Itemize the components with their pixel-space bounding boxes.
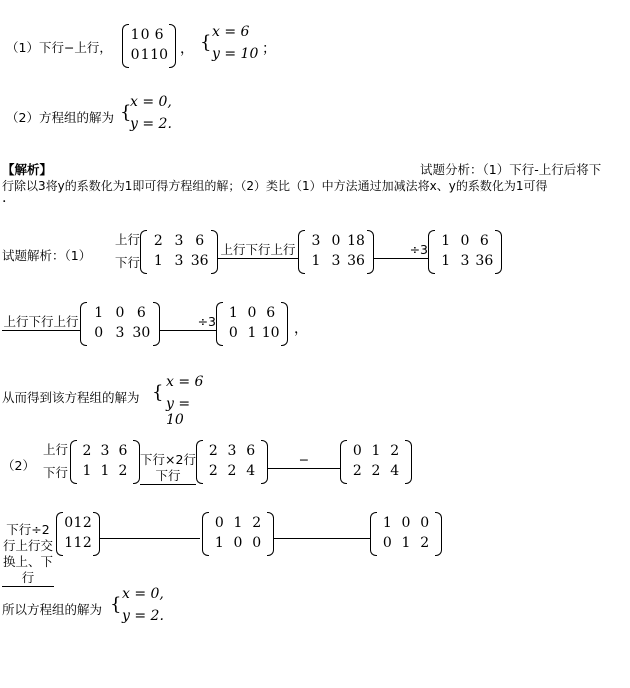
matrix-m6 (70, 440, 140, 484)
right-paren (267, 512, 274, 556)
matrix-entry: 0 (228, 325, 238, 341)
matrix-entry: 1 (401, 535, 411, 551)
part2-system (120, 92, 180, 138)
left-paren (298, 230, 305, 274)
right-paren (367, 230, 374, 274)
part2-intro: （2） (2, 458, 35, 473)
matrix-entry: 1 (73, 515, 83, 531)
matrix-entry: 6 (154, 27, 164, 43)
row-label-bottom: 下行 (114, 255, 140, 270)
matrix-entry: 1 (153, 253, 163, 269)
analysis-tag: 【解析】 (2, 162, 53, 177)
matrix-entry: 3 (100, 443, 110, 459)
matrix-entry: 36 (190, 253, 209, 269)
matrix-entry: 2 (208, 463, 218, 479)
matrix-entry: 36 (475, 253, 494, 269)
matrix-entry: 3 (174, 233, 184, 249)
matrix-entry: 3 (311, 233, 321, 249)
op-arrow-4-line (160, 330, 216, 331)
matrix-entry: 1 (94, 305, 104, 321)
brace-icon: { (120, 102, 132, 123)
op-arrow-3-line (2, 330, 80, 331)
matrix-entry: 0 (214, 515, 224, 531)
right-paren (435, 512, 442, 556)
matrix-entry: 2 (252, 515, 262, 531)
op-arrow-4-label: ÷3 (197, 314, 216, 329)
left-paren (202, 512, 209, 556)
left-paren (122, 24, 129, 68)
brace-icon: { (152, 382, 164, 403)
matrix-entry: 2 (352, 463, 362, 479)
matrix-entry: 6 (136, 305, 146, 321)
matrix-entry: 3 (115, 325, 125, 341)
op-arrow-9-line (100, 538, 200, 539)
matrix-m1 (140, 230, 218, 274)
matrix-entry: 2 (82, 535, 92, 551)
system-eq-x: x = 0, (122, 586, 164, 602)
right-paren (169, 24, 176, 68)
op-arrow-1 (218, 242, 298, 259)
matrix-m3 (428, 230, 502, 274)
solution-system-1 (152, 372, 212, 428)
matrix-m7 (196, 440, 268, 484)
matrix-entry: 2 (82, 515, 92, 531)
left-paren (340, 440, 347, 484)
op-arrow-1-line (218, 258, 298, 259)
left-paren (428, 230, 435, 274)
op-arrow-8-label: 下行÷2行上行交换上、下行 (2, 522, 53, 585)
matrix-entry: 0 (401, 515, 411, 531)
op-arrow-2-line (374, 258, 428, 259)
matrix-entry: 1 (82, 463, 92, 479)
op-arrow-3 (2, 314, 80, 331)
matrix-entry: 30 (132, 325, 151, 341)
part1-label: （1）下行−上行， (6, 40, 112, 55)
op-arrow-8 (2, 522, 54, 587)
right-paren (281, 302, 288, 346)
matrix-entry: 6 (266, 305, 276, 321)
op-arrow-10-line (274, 538, 370, 539)
conclusion-2: 所以方程组的解为 (2, 602, 103, 617)
op-arrow-6-line (140, 484, 196, 485)
op-arrow-6-label: 下行×2行下行 (140, 452, 196, 483)
matrix-entry: 1 (100, 463, 110, 479)
left-paren (140, 230, 147, 274)
matrix-entry: 1 (441, 253, 451, 269)
matrix-m2 (298, 230, 374, 274)
right-paren (153, 302, 160, 346)
brace-icon: { (110, 594, 122, 615)
solution-end1: ， (294, 321, 308, 337)
analysis-line1: 试题分析：（1）下行-上行后将下 (420, 162, 602, 177)
matrix-entry: 1 (311, 253, 321, 269)
matrix-entry: 6 (479, 233, 489, 249)
matrix-entry: 0 (64, 515, 74, 531)
matrix-entry: 10 (261, 325, 280, 341)
matrix-entry: 2 (227, 463, 237, 479)
matrix-entry: 1 (441, 233, 451, 249)
matrix-entry: 4 (390, 463, 400, 479)
op-arrow-7-line (268, 468, 340, 469)
row-label-bottom: 下行 (42, 465, 68, 480)
matrix-m9 (56, 512, 100, 556)
left-paren (70, 440, 77, 484)
matrix-entry: 6 (118, 443, 128, 459)
matrix-entry: 2 (118, 463, 128, 479)
matrix-entry: 3 (227, 443, 237, 459)
matrix-entry: 3 (460, 253, 470, 269)
op-arrow-10 (274, 522, 370, 539)
matrix-entry: 2 (208, 443, 218, 459)
matrix-entry: 0 (247, 305, 257, 321)
matrix-entry: 2 (420, 535, 430, 551)
matrix-entry: 1 (73, 535, 83, 551)
matrix-entry: 1 (140, 47, 150, 63)
matrix-entry: 1 (382, 515, 392, 531)
matrix-entry: 2 (153, 233, 163, 249)
right-paren (405, 440, 412, 484)
right-paren (93, 512, 100, 556)
matrix-m8 (340, 440, 412, 484)
part2-label: （2）方程组的解为 (6, 110, 114, 125)
part1-end: ； (262, 41, 276, 57)
matrix-entry: 2 (371, 463, 381, 479)
matrix-entry: 1 (247, 325, 257, 341)
matrix-entry: 1 (64, 535, 74, 551)
system-eq-y: y = 10 (212, 46, 259, 62)
matrix-entry: 0 (460, 233, 470, 249)
op-arrow-1-label: 上行下行上行 (220, 242, 296, 257)
matrix-entry: 0 (382, 535, 392, 551)
matrix-entry: 0 (140, 27, 150, 43)
right-paren (211, 230, 218, 274)
matrix-entry: 1 (371, 443, 381, 459)
matrix-m10 (202, 512, 274, 556)
matrix-entry: 0 (331, 233, 341, 249)
matrix-entry: 6 (195, 233, 205, 249)
matrix-entry: 4 (246, 463, 256, 479)
conclusion-1: 从而得到该方程组的解为 (2, 390, 140, 405)
op-arrow-7-label: − (298, 452, 310, 467)
matrix-entry: 1 (130, 27, 140, 43)
solution-system-2 (110, 584, 170, 630)
matrix-m11 (370, 512, 442, 556)
op-arrow-4 (160, 314, 216, 331)
op-arrow-2-label: ÷3 (409, 242, 428, 257)
matrix-entry: 0 (233, 535, 243, 551)
matrix-entry: 18 (347, 233, 365, 249)
op-arrow-2 (374, 242, 428, 259)
system-eq-y: y = 2. (122, 608, 164, 624)
op-arrow-6 (140, 452, 196, 485)
right-paren (495, 230, 502, 274)
system-eq-y: y = 10 (166, 396, 191, 428)
part1-system (200, 22, 260, 68)
system-eq-y: y = 2. (130, 116, 172, 132)
matrix-entry: 6 (246, 443, 256, 459)
matrix-m4 (80, 302, 160, 346)
left-paren (80, 302, 87, 346)
left-paren (370, 512, 377, 556)
matrix-entry: 2 (82, 443, 92, 459)
system-eq-x: x = 6 (166, 374, 204, 390)
matrix-entry: 10 (150, 47, 168, 63)
analysis-line3: . (2, 190, 7, 206)
matrix-entry: 2 (390, 443, 400, 459)
analysis-line2: 行除以3将y的系数化为1即可得方程组的解；（2）类比（1）中方法通过加减法将x、y的系数化为1可得 (2, 179, 548, 193)
solution-intro: 试题解析：（1） (2, 248, 92, 263)
system-eq-x: x = 0, (130, 94, 172, 110)
matrix-entry: 0 (420, 515, 430, 531)
part1-comma: ， (180, 41, 194, 57)
matrix-m5 (216, 302, 288, 346)
row-label-top: 上行 (114, 232, 140, 247)
matrix-entry: 3 (331, 253, 341, 269)
matrix-entry: 0 (352, 443, 362, 459)
op-arrow-3-label: 上行下行上行 (3, 314, 79, 329)
matrix-entry: 0 (115, 305, 125, 321)
matrix-entry: 0 (130, 47, 140, 63)
matrix-entry: 1 (228, 305, 238, 321)
left-paren (196, 440, 203, 484)
op-arrow-9 (100, 522, 200, 539)
matrix-entry: 3 (174, 253, 184, 269)
right-paren (133, 440, 140, 484)
matrix-entry: 36 (347, 253, 365, 269)
matrix-entry: 0 (252, 535, 262, 551)
matrix-entry: 1 (233, 515, 243, 531)
part1-matrix (122, 24, 176, 68)
brace-icon: { (200, 32, 212, 53)
matrix-entry: 1 (214, 535, 224, 551)
left-paren (216, 302, 223, 346)
op-arrow-7 (268, 452, 340, 469)
op-arrow-8-line (2, 586, 54, 587)
left-paren (56, 512, 63, 556)
row-label-top: 上行 (42, 442, 68, 457)
right-paren (261, 440, 268, 484)
system-eq-x: x = 6 (212, 24, 250, 40)
matrix-entry: 0 (94, 325, 104, 341)
